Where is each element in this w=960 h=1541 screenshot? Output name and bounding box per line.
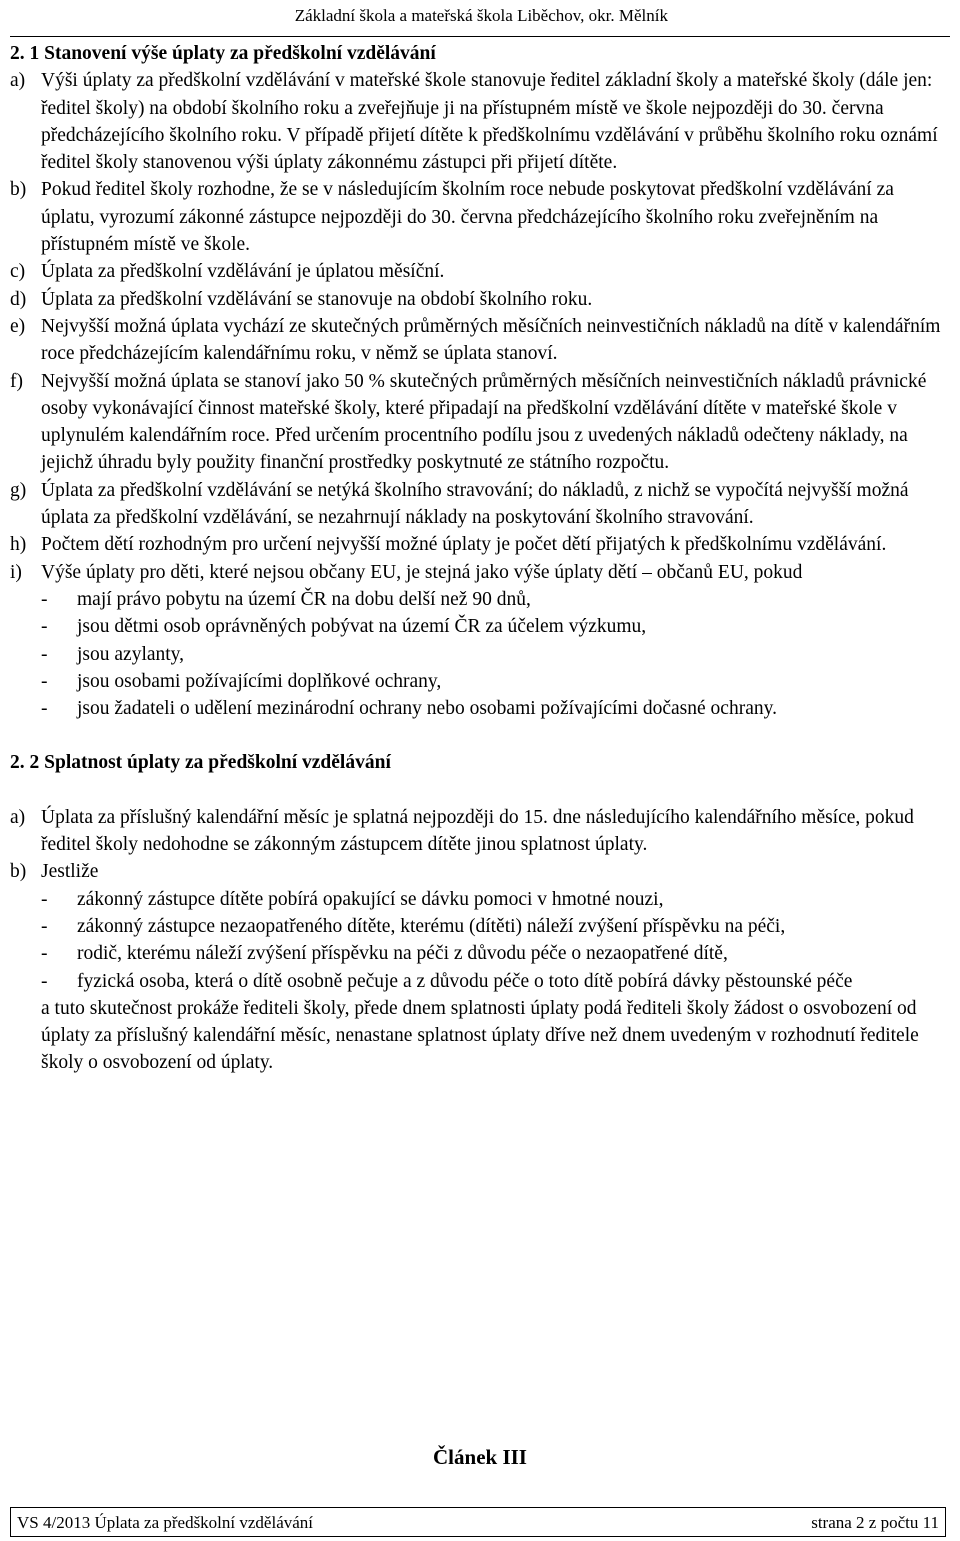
item-text: Pokud ředitel školy rozhodne, že se v následujícím školním roce nebude poskytovat předškolní vzdělávání za úplatu, vyrozumí zákonné zástupce nejpozději do 30. června předcházejícího školního roku zveřejněním na přístupném místě ve škole. xyxy=(41,179,894,256)
footer-page-number: strana 2 z počtu 11 xyxy=(811,1513,939,1532)
list-item: g) Úplata za předškolní vzdělávání se netýká školního stravování; do nákladů, z nichž se vypočítá nejvyšší možná úplata za předškolní vzdělávání, se nezahrnují náklady na poskytování školního stravování. xyxy=(10,479,909,529)
item-b-conclusion: a tuto skutečnost prokáže řediteli školy, přede dnem splatnosti úplaty podá řediteli školy žádost o osvobození od úplaty za příslušný kalendářní měsíc, nenastane splatnost úplaty dříve než dnem uvedeným v rozhodnutí ředitele školy o osvobození od úplaty. xyxy=(41,997,919,1074)
header-school-name: Základní škola a mateřská škola Liběchov, okr. Mělník xyxy=(294,6,668,25)
item-text: Úplata za předškolní vzdělávání je úplatou měsíční. xyxy=(41,261,445,283)
item-text: Úplata za příslušný kalendářní měsíc je splatná nejpozději do 15. dne následujícího kalendářního měsíce, pokud ředitel školy nedohodne se zákonným zástupcem dítěte jinou splatnost úplaty. xyxy=(41,806,914,856)
list-item: a) Úplata za příslušný kalendářní měsíc je splatná nejpozději do 15. dne následujícího kalendářního měsíce, pokud ředitel školy nedohodne se zákonným zástupcem dítěte jinou splatnost úplaty. xyxy=(10,806,914,856)
dash-item: - zákonný zástupce dítěte pobírá opakující se dávku pomoci v hmotné nouzi, xyxy=(41,888,664,910)
item-text: Úplata za předškolní vzdělávání se netýká školního stravování; do nákladů, z nichž se vypočítá nejvyšší možná úplata za předškolní vzdělávání, se nezahrnují náklady na poskytování školního stravování. xyxy=(41,479,909,529)
dash-item: - jsou osobami požívajícími doplňkové ochrany, xyxy=(41,670,442,692)
page-header xyxy=(10,0,950,37)
dash-item: - zákonný zástupce nezaopatřeného dítěte, kterému (dítěti) náleží zvýšení příspěvku na péči, xyxy=(41,915,786,937)
section-1-title: 2. 1 Stanovení výše úplaty za předškolní vzdělávání xyxy=(10,43,436,64)
list-item: b) Jestliže xyxy=(10,861,99,883)
list-item: a) Výši úplaty za předškolní vzdělávání v mateřské škole stanovuje ředitel základní školy a mateřské školy (dále jen: ředitel školy) na období školního roku a zveřejňuje ji na přístupném místě ve škole nejpozději do 30. června předcházejícího školního roku. V případě přijetí dítěte k předškolnímu vzdělávání v průběhu školního roku oznámí ředitel školy stanovenou výši úplaty zákonnému zástupci při přijetí dítěte. xyxy=(10,70,938,174)
article-heading: Článek III xyxy=(433,1445,527,1469)
list-item: e) Nejvyšší možná úplata vychází ze skutečných průměrných měsíčních neinvestičních nákladů na dítě v kalendářním roce předcházejícím kalendářnímu roku, v němž se úplata stanoví. xyxy=(10,315,941,365)
item-text: Nejvyšší možná úplata se stanoví jako 50 % skutečných průměrných měsíčních neinvestičních nákladů právnické osoby vykonávající činnost mateřské školy, které připadají na předškolní vzdělávání dítěte v mateřské škole v uplynulém kalendářním roce. Před určením procentního podílu jsou z uvedených nákladů odečteny náklady, na jejichž úhradu byly použity finanční prostředky poskytnuté ze státního rozpočtu. xyxy=(41,370,927,474)
dash-item: - jsou azylanty, xyxy=(41,643,185,665)
list-item: f) Nejvyšší možná úplata se stanoví jako 50 % skutečných průměrných měsíčních neinvestičních nákladů právnické osoby vykonávající činnost mateřské školy, které připadají na předškolní vzdělávání dítěte v mateřské škole v uplynulém kalendářním roce. Před určením procentního podílu jsou z uvedených nákladů odečteny náklady, na jejichž úhradu byly použity finanční prostředky poskytnuté ze státního rozpočtu. xyxy=(10,370,927,474)
item-text: Výši úplaty za předškolní vzdělávání v mateřské škole stanovuje ředitel základní školy a mateřské školy (dále jen: ředitel školy) na období školního roku a zveřejňuje ji na přístupném místě ve škole nejpozději do 30. června předcházejícího školního roku. V případě přijetí dítěte k předškolnímu vzdělávání v průběhu školního roku oznámí ředitel školy stanovenou výši úplaty zákonnému zástupci při přijetí dítěte. xyxy=(41,70,938,174)
list-item: i) Výše úplaty pro děti, které nejsou občany EU, je stejná jako výše úplaty dětí – občanů EU, pokud xyxy=(10,561,803,583)
item-text: Počtem dětí rozhodným pro určení nejvyšší možné úplaty je počet dětí přijatých k předškolnímu vzdělávání. xyxy=(41,534,887,556)
list-item: h) Počtem dětí rozhodným pro určení nejvyšší možné úplaty je počet dětí přijatých k předškolnímu vzdělávání. xyxy=(10,534,887,556)
dash-item: - rodič, kterému náleží zvýšení příspěvku na péči z důvodu péče o nezaopatřené dítě, xyxy=(41,943,728,965)
dash-item: - jsou žadateli o udělení mezinárodní ochrany nebo osobami požívajícími dočasné ochrany. xyxy=(41,698,777,720)
item-text: Úplata za předškolní vzdělávání se stanovuje na období školního roku. xyxy=(41,288,593,310)
page-footer xyxy=(10,1507,946,1537)
list-item: b) Pokud ředitel školy rozhodne, že se v následujícím školním roce nebude poskytovat předškolní vzdělávání za úplatu, vyrozumí zákonné zástupce nejpozději do 30. června předcházejícího školního roku zveřejněním na přístupném místě ve škole. xyxy=(10,179,894,256)
item-text: Jestliže xyxy=(41,861,99,883)
footer-document-title: VS 4/2013 Úplata za předškolní vzdělávání xyxy=(17,1513,314,1532)
dash-item: - mají právo pobytu na území ČR na dobu delší než 90 dnů, xyxy=(41,588,531,610)
item-text: Výše úplaty pro děti, které nejsou občany EU, je stejná jako výše úplaty dětí – občanů EU, pokud xyxy=(41,561,803,583)
list-item: d) Úplata za předškolní vzdělávání se stanovuje na období školního roku. xyxy=(10,288,593,310)
item-text: Nejvyšší možná úplata vychází ze skutečných průměrných měsíčních neinvestičních nákladů na dítě v kalendářním roce předcházejícím kalendářnímu roku, v němž se úplata stanoví. xyxy=(41,315,941,365)
list-item: c) Úplata za předškolní vzdělávání je úplatou měsíční. xyxy=(10,261,445,283)
document-body xyxy=(10,40,946,1077)
dash-item: - fyzická osoba, která o dítě osobně pečuje a z důvodu péče o toto dítě pobírá dávky pěstounské péče xyxy=(41,970,853,992)
dash-item: - jsou dětmi osob oprávněných pobývat na území ČR za účelem výzkumu, xyxy=(41,616,647,638)
section-2-title: 2. 2 Splatnost úplaty za předškolní vzdělávání xyxy=(10,752,391,774)
